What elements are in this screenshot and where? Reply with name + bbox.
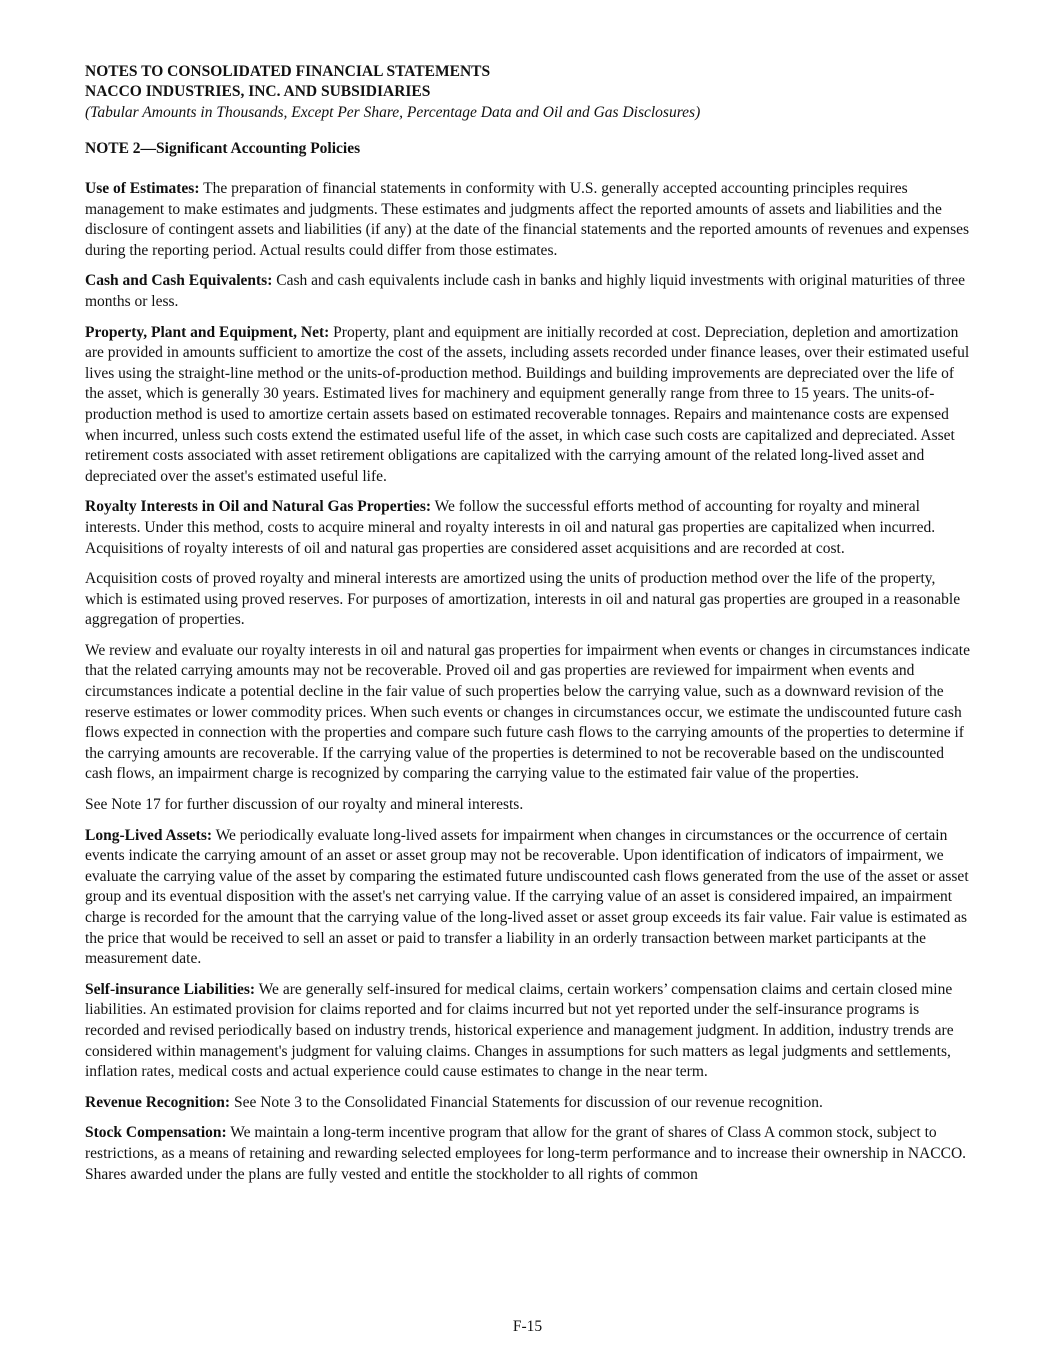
paragraph [85, 271, 975, 312]
header-title: NOTES TO CONSOLIDATED FINANCIAL STATEMENTS [85, 63, 491, 80]
paragraph-text: See Note 17 for further discussion of our royalty and mineral interests. [85, 796, 524, 814]
paragraph [85, 1093, 975, 1114]
paragraph [85, 1123, 975, 1185]
paragraph-text: We periodically evaluate long-lived assets for impairment when changes in circumstances or the occurrence of certain events indicate the carrying amount of an asset or asset group may not be recoverable. Upon identification of indicators of impairment, we evaluate the carrying value of the asset by comparing the estimated future undiscounted cash flows generated from the use of the asset or asset group and its eventual disposition with the asset's net carrying value. If the carrying value of an asset is considered impaired, an impairment charge is recorded for the amount that the carrying value of the long-lived asset or asset group exceeds its fair value. Fair value is estimated as the price that would be received to sell an asset or paid to transfer a liability in an orderly transaction between market participants at the measurement date. [85, 826, 969, 968]
paragraph-text: Property, plant and equipment are initially recorded at cost. Depreciation, depletion and amortization are provided in amounts sufficient to amortize the cost of the assets, including assets recorded under finance leases, over their estimated useful lives using the straight-line method or the units-of-production method. Buildings and building improvements are depreciated over the life of the asset, which is generally 30 years. Estimated lives for machinery and equipment generally range from three to 15 years. The units-of-production method is used to amortize certain assets based on estimated recoverable tonnages. Repairs and maintenance costs are expensed when incurred, unless such costs extend the estimated useful life of the asset, in which case such costs are capitalized and depreciated. Asset retirement costs associated with asset retirement obligations are capitalized with the carrying amount of the related long-lived asset and depreciated over the asset's estimated useful life. [85, 323, 970, 485]
paragraph [85, 323, 975, 488]
paragraph-lead: Royalty Interests in Oil and Natural Gas Properties: [85, 498, 432, 516]
page-number: F-15 [512, 1318, 543, 1335]
paragraph-text: We follow the successful efforts method of accounting for royalty and mineral interests. Under this method, costs to acquire mineral and royalty interests in oil and natural gas properties are capitalized when incurred. Acquisitions of royalty interests of oil and natural gas properties are considered asset acquisitions and are recorded at cost. [85, 498, 936, 557]
paragraph-lead: Property, Plant and Equipment, Net: [85, 323, 330, 341]
paragraph-text: We review and evaluate our royalty interests in oil and natural gas properties for impairment when events or changes in circumstances indicate that the related carrying amounts may not be recoverable. Proved oil and gas properties are reviewed for impairment when events and circumstances indicate a potential decline in the fair value of such properties below the carrying value, such as a downward revision of the reserve estimates or lower commodity prices. When such events or changes in circumstances occur, we estimate the undiscounted future cash flows expected in connection with the properties and compare such future cash flows to the carrying amounts of the properties to determine if the carrying amounts are recoverable. If the carrying value of the properties is determined to not be recoverable based on the undiscounted cash flows, an impairment charge is recognized by comparing the carrying value to the estimated fair value of the properties. [85, 641, 970, 783]
note-title: NOTE 2—Significant Accounting Policies [85, 140, 361, 157]
paragraph-text: We maintain a long-term incentive program that allow for the grant of shares of Class A common stock, subject to restrictions, as a means of retaining and rewarding selected employees for long-term performance and to increase their ownership in NACCO. Shares awarded under the plans are fully vested and entitle the stockholder to all rights of common [85, 1124, 967, 1183]
paragraph-text: We are generally self-insured for medical claims, certain workers’ compensation claims and certain closed mine liabilities. An estimated provision for claims reported and for claims incurred but not yet reported under the self-insurance programs is recorded and revised periodically based on industry trends, historical experience and management judgment. In addition, industry trends are considered within management's judgment for valuing claims. Changes in assumptions for such matters as legal judgments and settlements, inflation rates, medical costs and actual experience could cause estimates to change in the near term. [85, 980, 954, 1081]
paragraph [85, 795, 975, 816]
paragraph-text: Cash and cash equivalents include cash in banks and highly liquid investments with original maturities of three months or less. [85, 272, 965, 310]
paragraph [85, 497, 975, 559]
header-company: NACCO INDUSTRIES, INC. AND SUBSIDIARIES [85, 83, 431, 100]
paragraph-text: Acquisition costs of proved royalty and mineral interests are amortized using the units of production method over the life of the property, which is estimated using proved reserves. For purposes of amortization, interests in oil and natural gas properties are grouped in a reasonable aggregation of properties. [85, 570, 961, 629]
paragraph [85, 980, 975, 1083]
header-subtitle: (Tabular Amounts in Thousands, Except Per Share, Percentage Data and Oil and Gas Disclosures) [85, 104, 701, 121]
document-page [85, 62, 975, 1195]
paragraph-lead: Cash and Cash Equivalents: [85, 272, 273, 290]
paragraph-lead: Stock Compensation: [85, 1124, 227, 1142]
paragraph-lead: Long-Lived Assets: [85, 826, 213, 844]
paragraph-text: See Note 3 to the Consolidated Financial Statements for discussion of our revenue recognition. [230, 1093, 823, 1111]
paragraph [85, 826, 975, 970]
paragraph-text: The preparation of financial statements in conformity with U.S. generally accepted accounting principles requires management to make estimates and judgments. These estimates and judgments affect the reported amounts of assets and liabilities and the disclosure of contingent assets and liabilities (if any) at the date of the financial statements and the reported amounts of revenues and expenses during the reporting period. Actual results could differ from those estimates. [85, 180, 970, 259]
paragraph-lead: Self-insurance Liabilities: [85, 980, 256, 998]
paragraph [85, 179, 975, 261]
paragraph-lead: Revenue Recognition: [85, 1093, 231, 1111]
paragraph [85, 569, 975, 631]
paragraph-lead: Use of Estimates: [85, 180, 200, 197]
paragraph [85, 641, 975, 785]
